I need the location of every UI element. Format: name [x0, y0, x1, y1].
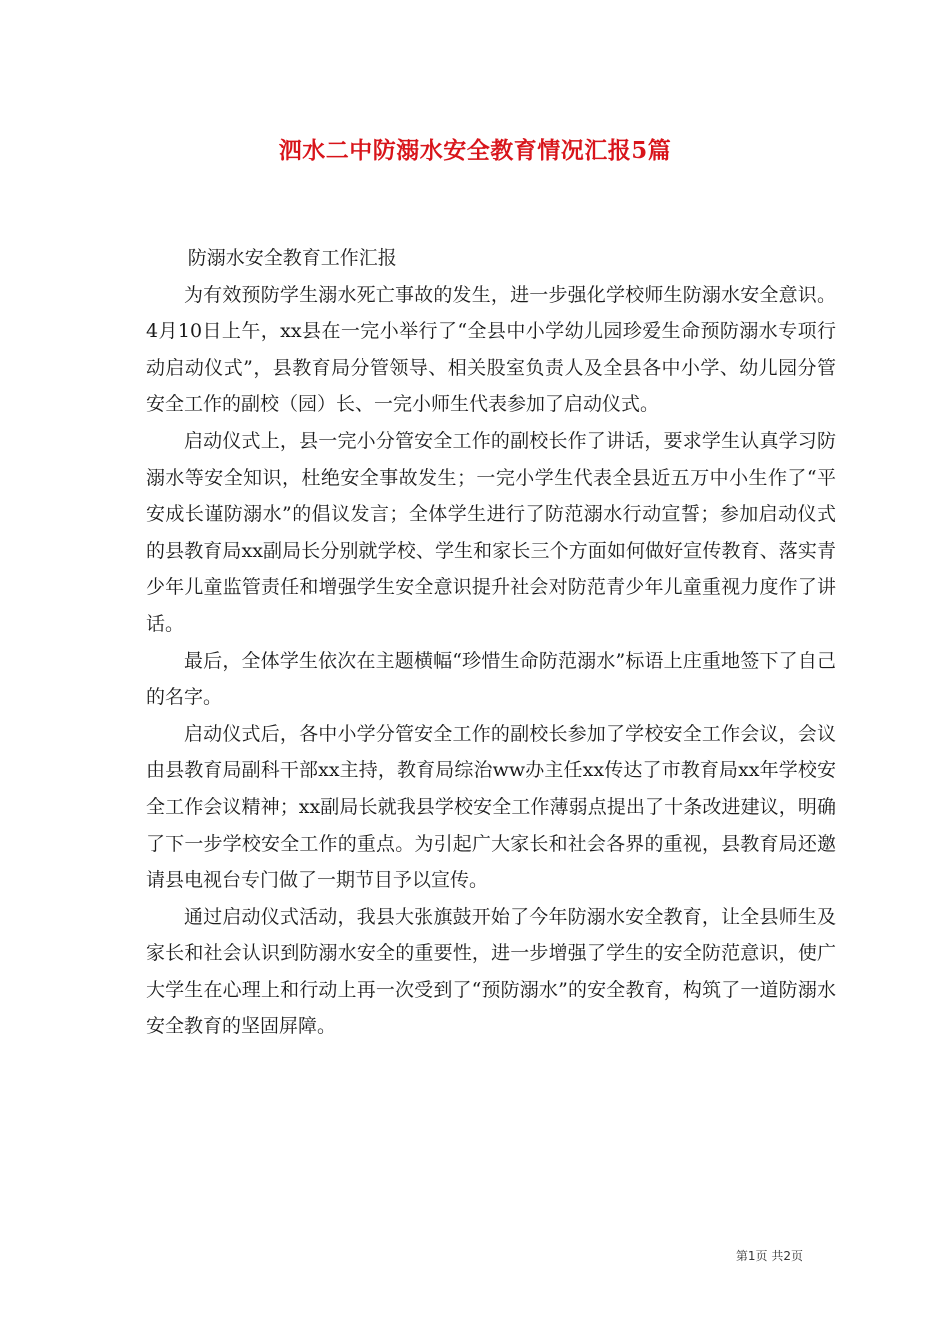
section-heading: 防溺水安全教育工作汇报	[187, 247, 397, 269]
paragraph: 通过启动仪式活动，我县大张旗鼓开始了今年防溺水安全教育，让全县师生及家长和社会认识到防溺水安全的重要性，进一步增强了学生的安全防范意识，使广大学生在心理上和行动上再一次受到了“预防溺水”的安全教育，构筑了一道防溺水安全教育的坚固屏障。	[146, 905, 836, 1038]
current-page-number: 1	[747, 1249, 756, 1263]
document-title: 泗水二中防溺水安全教育情况汇报5篇	[278, 137, 672, 164]
total-pages-number: 2	[783, 1249, 791, 1263]
paragraph: 启动仪式后，各中小学分管安全工作的副校长参加了学校安全工作会议，会议由县教育局副科干部xx主持，教育局综治ww办主任xx传达了市教育局xx年学校安全工作会议精神；xx副局长就我县学校安全工作薄弱点提出了十条改进建议，明确了下一步学校安全工作的重点。为引起广大家长和社会各界的重视，县教育局还邀请县电视台专门做了一期节目予以宣传。	[146, 722, 836, 892]
paragraph: 最后，全体学生依次在主题横幅“珍惜生命防范溺水”标语上庄重地签下了自己的名字。	[146, 649, 836, 709]
document-body	[146, 240, 836, 1045]
paragraph: 为有效预防学生溺水死亡事故的发生，进一步强化学校师生防溺水安全意识。4月10日上午，xx县在一完小举行了“全县中小学幼儿园珍爱生命预防溺水专项行动启动仪式”，县教育局分管领导、相关股室负责人及全县各中小学、幼儿园分管安全工作的副校（园）长、一完小师生代表参加了启动仪式。	[146, 283, 836, 416]
page-number-footer	[736, 1247, 803, 1264]
paragraph: 启动仪式上，县一完小分管安全工作的副校长作了讲话，要求学生认真学习防溺水等安全知识，杜绝安全事故发生；一完小学生代表全县近五万中小生作了“平安成长谨防溺水”的倡议发言；全体学生进行了防范溺水行动宣誓；参加启动仪式的县教育局xx副局长分别就学校、学生和家长三个方面如何做好宣传教育、落实青少年儿童监管责任和增强学生安全意识提升社会对防范青少年儿童重视力度作了讲话。	[146, 429, 836, 635]
page-label-prefix: 第	[735, 1249, 748, 1263]
page-label-middle: 页 共	[755, 1249, 784, 1263]
page-label-suffix: 页	[790, 1249, 803, 1263]
